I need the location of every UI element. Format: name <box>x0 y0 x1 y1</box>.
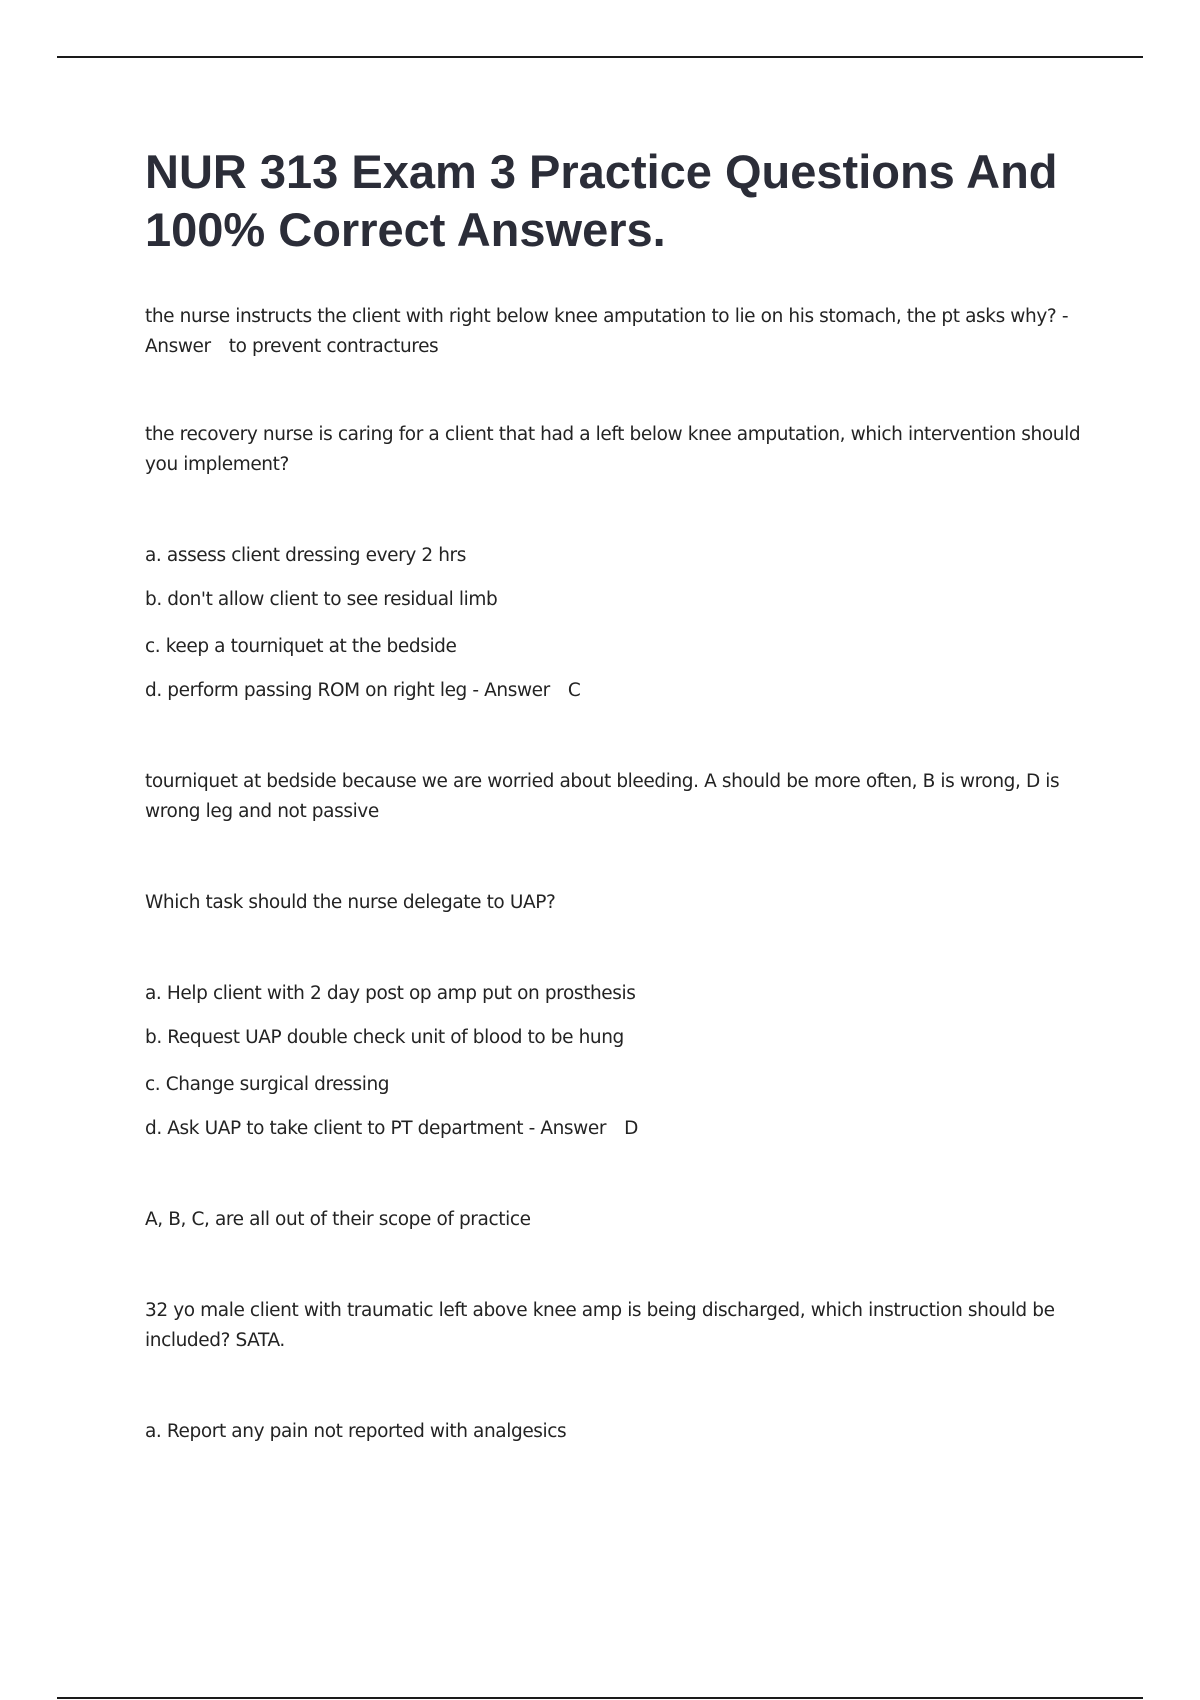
option-c: c. Change surgical dressing <box>145 1074 390 1095</box>
rationale-1: tourniquet at bedside because we are worried about bleeding. A should be more often, B is wrong, D is wrong leg and not passive <box>145 771 1060 822</box>
question-3: Which task should the nurse delegate to UAP? <box>145 892 556 913</box>
option-d <box>145 676 1095 706</box>
option-a: a. assess client dressing every 2 hrs <box>145 545 467 566</box>
option-text: d. Ask UAP to take client to PT department - Answer <box>145 1118 607 1139</box>
question-1 <box>145 302 1095 362</box>
answer-text: C <box>567 680 581 701</box>
option-a: a. Help client with 2 day post op amp put on prosthesis <box>145 983 636 1004</box>
answer-label: Answer <box>145 336 211 357</box>
option-c: c. keep a tourniquet at the bedside <box>145 636 457 657</box>
question-4: 32 yo male client with traumatic left above knee amp is being discharged, which instruction should be included? SATA. <box>145 1300 1055 1351</box>
bottom-rule <box>57 1697 1143 1699</box>
option-d <box>145 1114 1095 1144</box>
option-text: d. perform passing ROM on right leg - Answer <box>145 680 550 701</box>
question-text: the nurse instructs the client with right below knee amputation to lie on his stomach, the pt asks why? - <box>145 306 1069 327</box>
question-2: the recovery nurse is caring for a client that had a left below knee amputation, which intervention should you implement? <box>145 424 1081 475</box>
answer-text: to prevent contractures <box>228 336 439 357</box>
answer-text: D <box>624 1118 638 1139</box>
option-a: a. Report any pain not reported with analgesics <box>145 1421 567 1442</box>
page-title: NUR 313 Exam 3 Practice Questions And 100% Correct Answers. <box>145 145 1058 256</box>
top-rule <box>57 56 1143 58</box>
option-b: b. don't allow client to see residual limb <box>145 589 498 610</box>
rationale-2: A, B, C, are all out of their scope of practice <box>145 1209 531 1230</box>
option-b: b. Request UAP double check unit of blood to be hung <box>145 1027 624 1048</box>
